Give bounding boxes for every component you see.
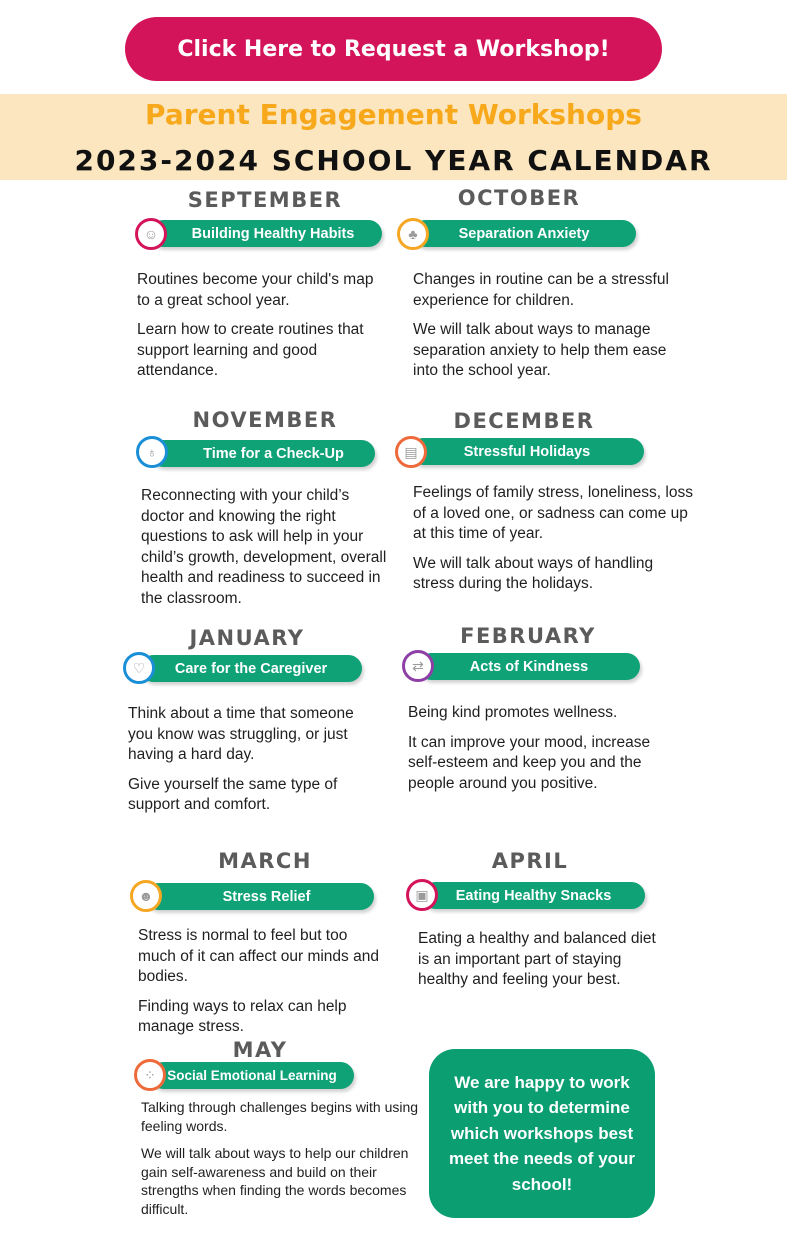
description-december [413,483,693,604]
workshop-pill-may: Social Emotional Learning [150,1062,354,1089]
page-title: 2023-2024 SCHOOL YEAR CALENDAR [74,144,713,177]
month-december: DECEMBER [453,409,595,433]
paragraph: Stress is normal to feel but too much of it can affect our minds and bodies. [138,927,379,985]
paragraph: Eating a healthy and balanced diet is an important part of staying healthy and feeling your best. [418,930,656,988]
paragraph: We will talk about ways to help our children gain self-awareness and build on their strengths when finding the words becomes difficult. [141,1145,409,1217]
paragraph: Think about a time that someone you know was struggling, or just having a hard day. [128,705,354,763]
month-march: MARCH [218,849,312,873]
month-january: JANUARY [189,626,305,650]
description-november [141,486,396,618]
paragraph: Learn how to create routines that support learning and good attendance. [137,321,364,379]
request-workshop-button[interactable]: Click Here to Request a Workshop! [125,17,662,81]
lunchbox-icon: ▣ [406,879,438,911]
calendar-icon: ▤ [395,436,427,468]
emotions-icon: ⁘ [134,1059,166,1091]
description-october [413,270,673,391]
group-icon: ♣ [397,218,429,250]
description-march [138,926,388,1047]
month-october: OCTOBER [457,186,581,210]
workshop-pill-april: Eating Healthy Snacks [422,882,645,909]
workshop-pill-december: Stressful Holidays [410,438,644,465]
workshop-pill-february: Acts of Kindness [418,653,640,680]
month-february: FEBRUARY [460,624,596,648]
brain-icon: ☺ [135,218,167,250]
paragraph: It can improve your mood, increase self-esteem and keep you and the people around you positive. [408,733,651,792]
stethoscope-icon: ♁ [136,436,168,468]
paragraph: Being kind promotes wellness. [408,704,618,721]
workshop-pill-november: Time for a Check-Up [150,440,375,467]
workshop-pill-september: Building Healthy Habits [150,220,382,247]
paragraph: Reconnecting with your child’s doctor and knowing the right questions to ask will help in your child’s growth, development, overall health and readiness to succeed in the classroom. [141,487,387,607]
paragraph: Feelings of family stress, loneliness, loss of a loved one, or sadness can come up at this time of year. [413,484,693,542]
description-january [128,704,383,825]
month-may: MAY [232,1038,288,1062]
description-september [137,270,387,391]
month-november: NOVEMBER [192,408,338,432]
head-icon: ☻ [130,880,162,912]
workshop-pill-october: Separation Anxiety [412,220,636,247]
month-april: APRIL [491,849,569,873]
paragraph: Give yourself the same type of support and comfort. [128,775,338,813]
paragraph: We will talk about ways of handling stress during the holidays. [413,554,654,592]
description-may [141,1098,423,1227]
paragraph: Routines become your child's map to a great school year. [137,271,374,309]
month-september: SEPTEMBER [187,188,343,212]
description-april [418,929,668,1000]
description-february [408,703,668,803]
paragraph: Finding ways to relax can help manage stress. [138,997,347,1035]
caring-hands-icon: ♡ [123,652,155,684]
paragraph: We will talk about ways to manage separation anxiety to help them ease into the school year. [413,321,667,379]
paragraph: Talking through challenges begins with using feeling words. [141,1099,419,1134]
handshake-icon: ⇄ [402,650,434,682]
info-callout: We are happy to work with you to determine which workshops best meet the needs of your school! [429,1049,655,1218]
paragraph: Changes in routine can be a stressful experience for children. [413,271,669,309]
workshop-pill-march: Stress Relief [145,883,374,910]
page-subtitle: Parent Engagement Workshops [145,98,642,131]
workshop-pill-january: Care for the Caregiver [140,655,362,682]
